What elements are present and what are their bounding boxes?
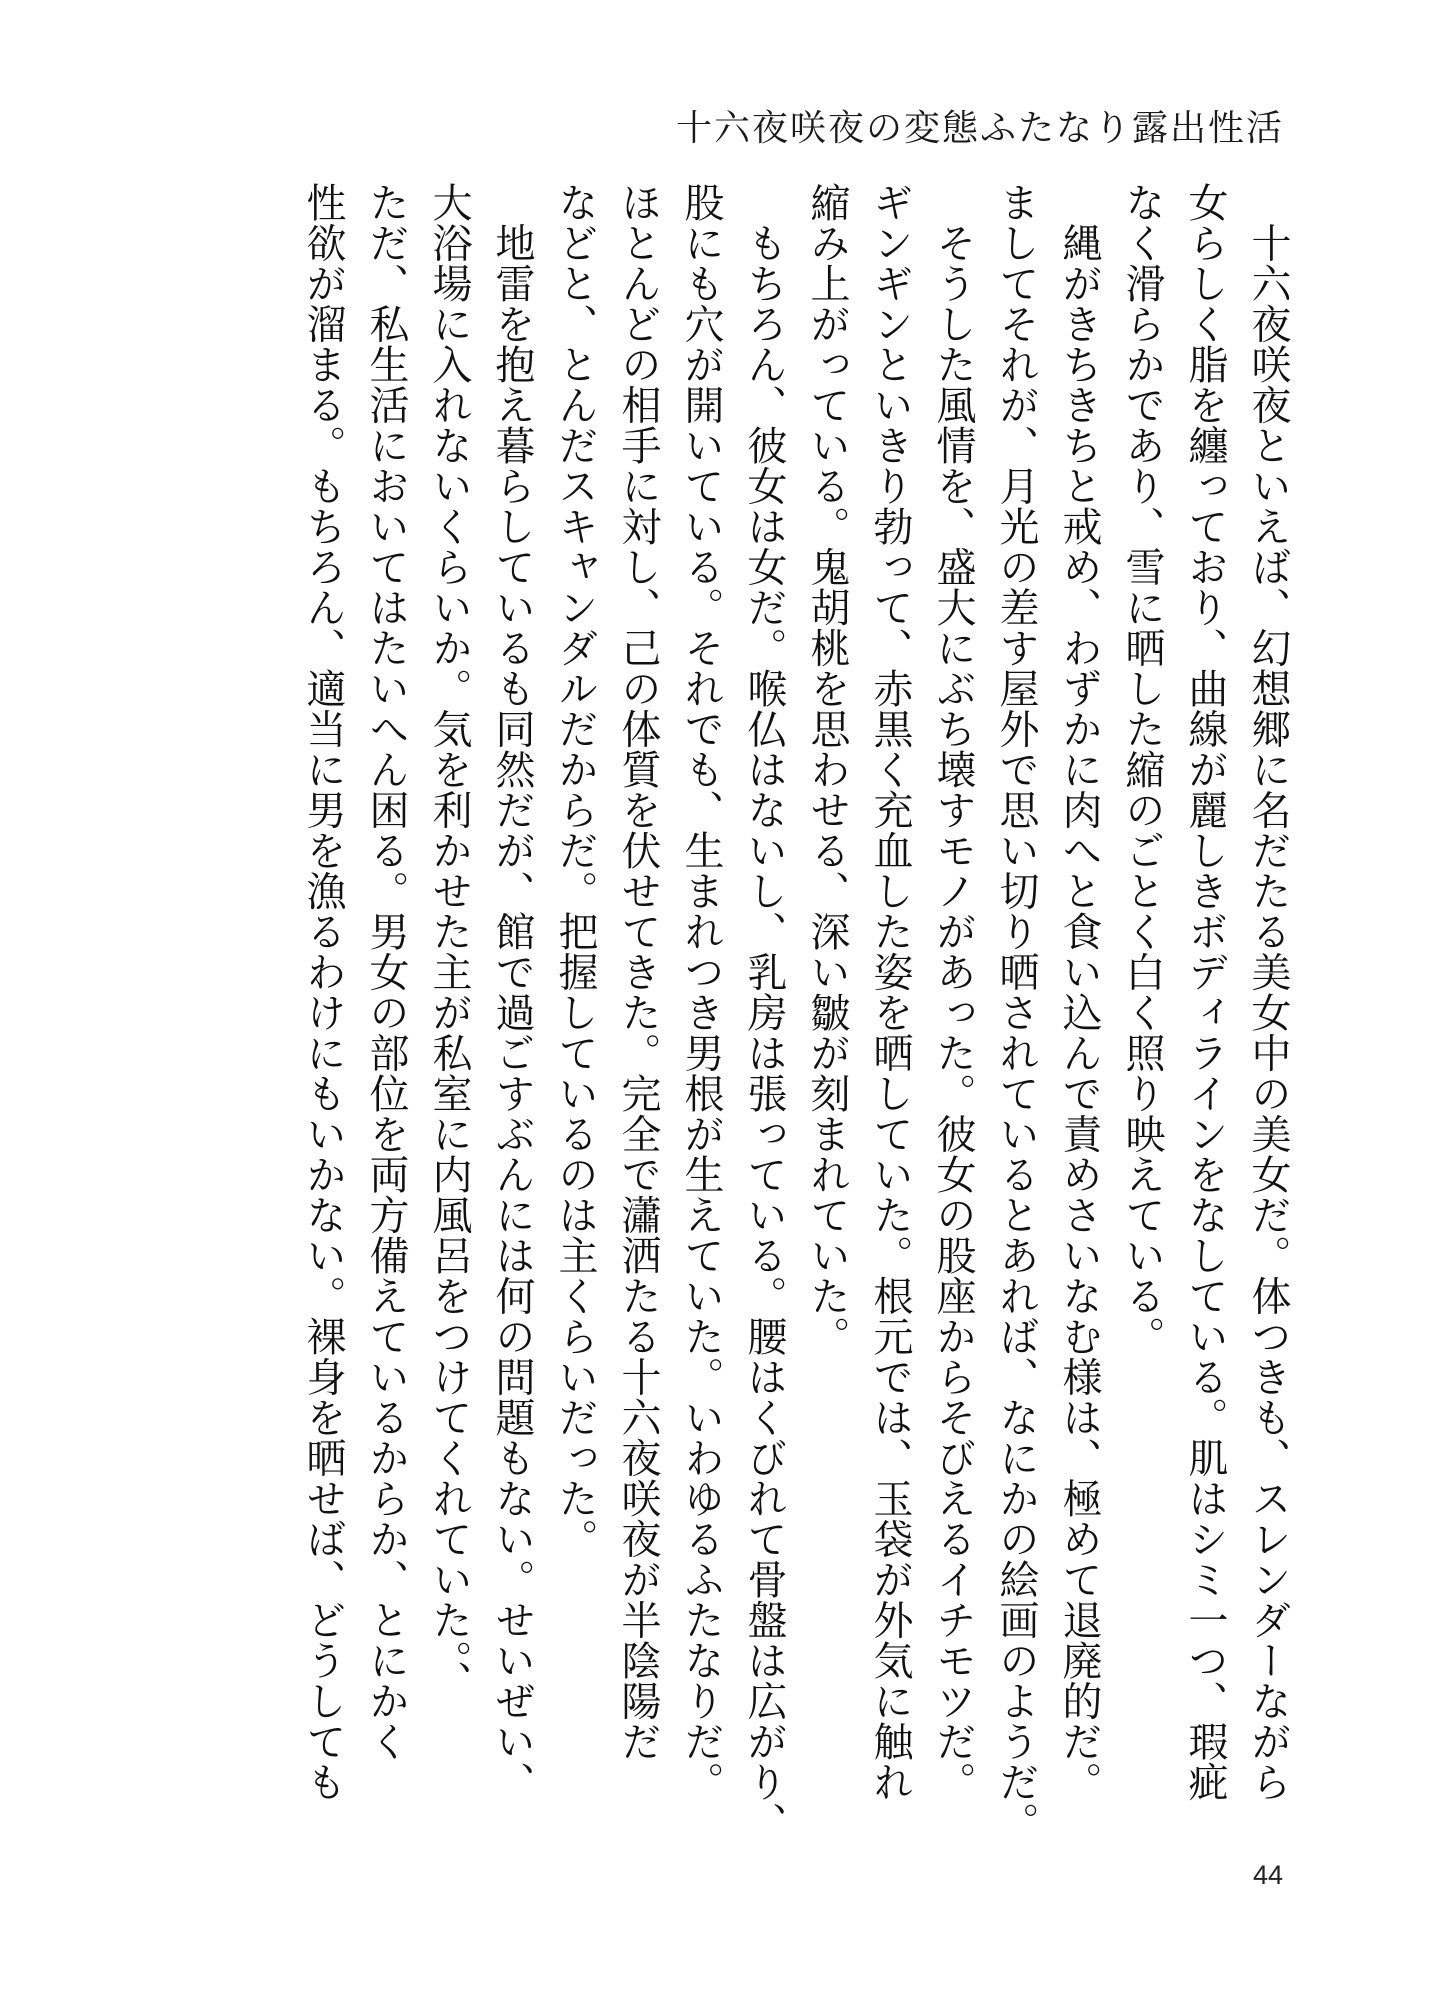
text-line: 女らしく脂を纏っており、曲線が麗しきボディラインをなしている。肌はシミ一つ、瑕疵 xyxy=(1182,182,1228,1802)
text-line: 十六夜咲夜といえば、幻想郷に名だたる美女中の美女だ。体つきも、スレンダーながら xyxy=(1245,182,1291,1802)
text-line: 縄がきちきちと戒め、わずかに肉へと食い込んで責めさいなむ様は、極めて退廃的だ。 xyxy=(1056,182,1102,1802)
text-line: 地雷を抱え暮らしているも同然だが、館で過ごすぶんには何の問題もない。せいぜい、 xyxy=(489,182,535,1802)
text-line: なく滑らかであり、雪に晒した縮のごとく白く照り映えている。 xyxy=(1119,182,1165,1357)
text-line: ましてそれが、月光の差す屋外で思い切り晒されているとあれば、なにかの絵画のようだ。 xyxy=(993,182,1039,1843)
text-line: 股にも穴が開いている。それでも、生まれつき男根が生えていた。いわゆるふたなりだ。 xyxy=(678,182,724,1802)
text-line: ギンギンといきり勃って、赤黒く充血した姿を晒していた。根元では、玉袋が外気に触れ xyxy=(867,182,913,1802)
text-line: 性欲が溜まる。もちろん、適当に男を漁るわけにもいかない。裸身を晒せば、どうしても xyxy=(300,182,346,1802)
running-title: 十六夜咲夜の変態ふたなり露出性活 xyxy=(675,108,1284,149)
page-number: 44 xyxy=(1252,1860,1284,1890)
text-line: ほとんどの相手に対し、己の体質を伏せてきた。完全で瀟洒たる十六夜咲夜が半陰陽だ xyxy=(615,182,661,1762)
text-line: などと、とんだスキャンダルだからだ。把握しているのは主くらいだった。 xyxy=(552,182,598,1559)
text-line: もちろん、彼女は女だ。喉仏はないし、乳房は張っている。腰はくびれて骨盤は広がり、 xyxy=(741,182,787,1843)
text-line: 大浴場に入れないくらいか。気を利かせた主が私室に内風呂をつけてくれていた。、 xyxy=(426,182,472,1701)
text-line: ただ、私生活においてはたいへん困る。男女の部位を両方備えているからか、とにかく xyxy=(363,182,409,1762)
body-text xyxy=(291,182,1299,1843)
text-line: そうした風情を、盛大にぶち壊すモノがあった。彼女の股座からそびえるイチモツだ。 xyxy=(930,182,976,1802)
text-line: 縮み上がっている。鬼胡桃を思わせる、深い皺が刻まれていた。 xyxy=(804,182,850,1357)
